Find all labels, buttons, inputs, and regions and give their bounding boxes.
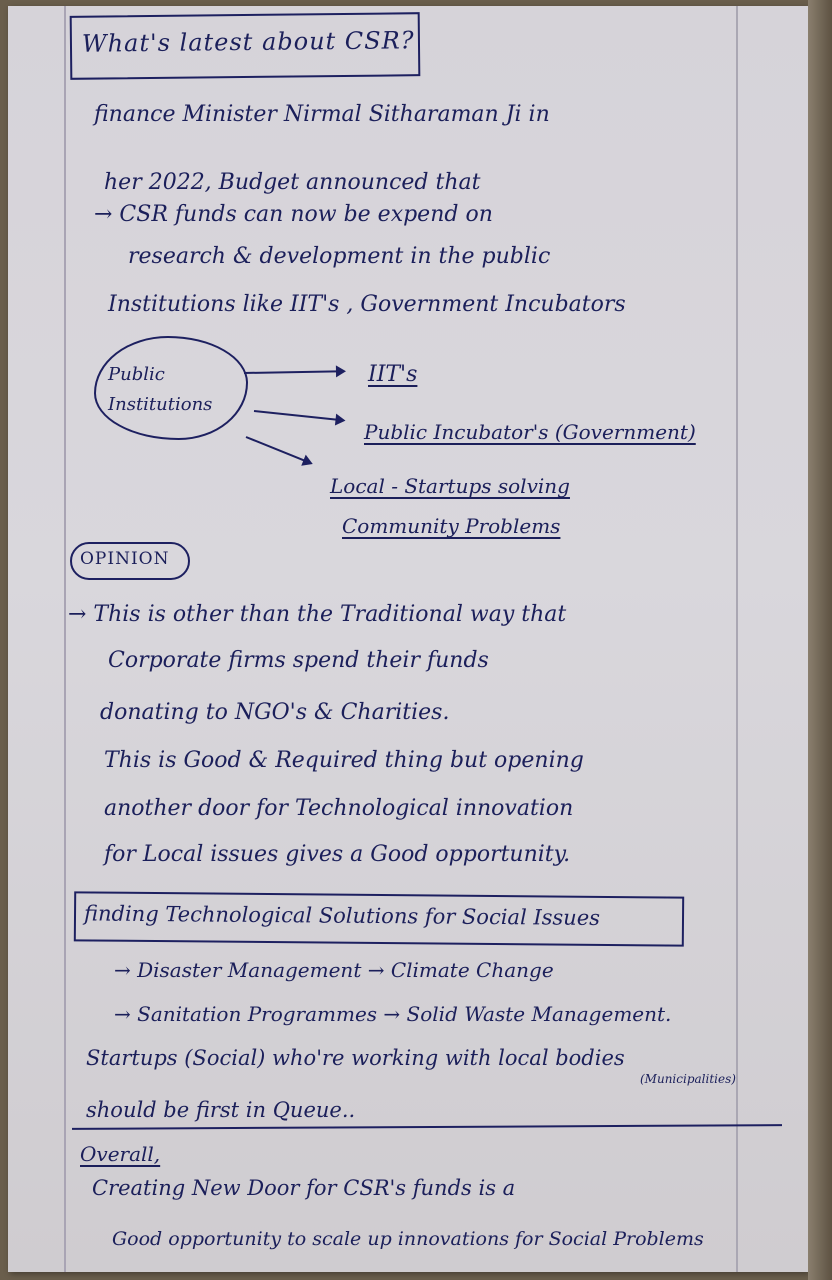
arrow-icon: [254, 410, 344, 421]
opinion-line-1: → This is other than the Traditional way that: [68, 602, 567, 627]
solutions-heading-box: [74, 891, 684, 946]
arrow-icon: [246, 436, 312, 464]
overall-line-1: Creating New Door for CSR's funds is a: [92, 1176, 516, 1200]
opinion-line-3: donating to NGO's & Charities.: [100, 700, 450, 725]
target-public-incubators: Public Incubator's (Government): [364, 420, 696, 444]
bullet-line-2: → Sanitation Programmes → Solid Waste Management.: [114, 1002, 672, 1026]
opinion-line-4: This is Good & Required thing but opening: [104, 748, 584, 773]
opinion-line-5: another door for Technological innovation: [104, 796, 574, 821]
left-margin-line: [64, 6, 66, 1272]
text-line-2: her 2022, Budget announced that: [104, 170, 481, 195]
startup-line-1: Startups (Social) who're working with local bodies: [86, 1046, 625, 1070]
text-line-4: research & development in the public: [128, 244, 551, 269]
section-divider: [72, 1124, 782, 1130]
opinion-line-2: Corporate firms spend their funds: [108, 648, 489, 673]
text-line-5: Institutions like IIT's , Government Incubators: [108, 292, 626, 317]
startup-line-2: should be first in Queue..: [86, 1098, 356, 1122]
text-line-3: → CSR funds can now be expend on: [94, 202, 493, 227]
overall-line-2: Good opportunity to scale up innovations for Social Problems: [112, 1228, 704, 1250]
overall-label: Overall,: [80, 1142, 161, 1166]
arrow-icon: [244, 370, 344, 374]
startup-municipalities-note: (Municipalities): [640, 1072, 736, 1086]
opinion-label-box: [70, 542, 190, 580]
title-box: [70, 12, 421, 80]
page-title: What's latest about CSR?: [81, 26, 415, 58]
right-margin-line: [736, 6, 738, 1272]
background-edge: [808, 0, 832, 1280]
target-local-startups: Local - Startups solving: [330, 474, 570, 498]
target-iits: IIT's: [368, 362, 418, 387]
solutions-heading: finding Technological Solutions for Social Issues: [83, 901, 601, 930]
public-institutions-cloud: [94, 336, 248, 440]
opinion-label: OPINION: [80, 549, 170, 569]
bullet-line-1: → Disaster Management → Climate Change: [114, 958, 554, 982]
opinion-line-6: for Local issues gives a Good opportunity.: [104, 842, 571, 867]
target-community-problems: Community Problems: [342, 514, 561, 538]
text-line-1: finance Minister Nirmal Sitharaman Ji in: [94, 102, 550, 127]
notebook-page: [8, 6, 808, 1272]
cloud-line-1: Public: [108, 364, 165, 385]
cloud-line-2: Institutions: [108, 394, 213, 415]
